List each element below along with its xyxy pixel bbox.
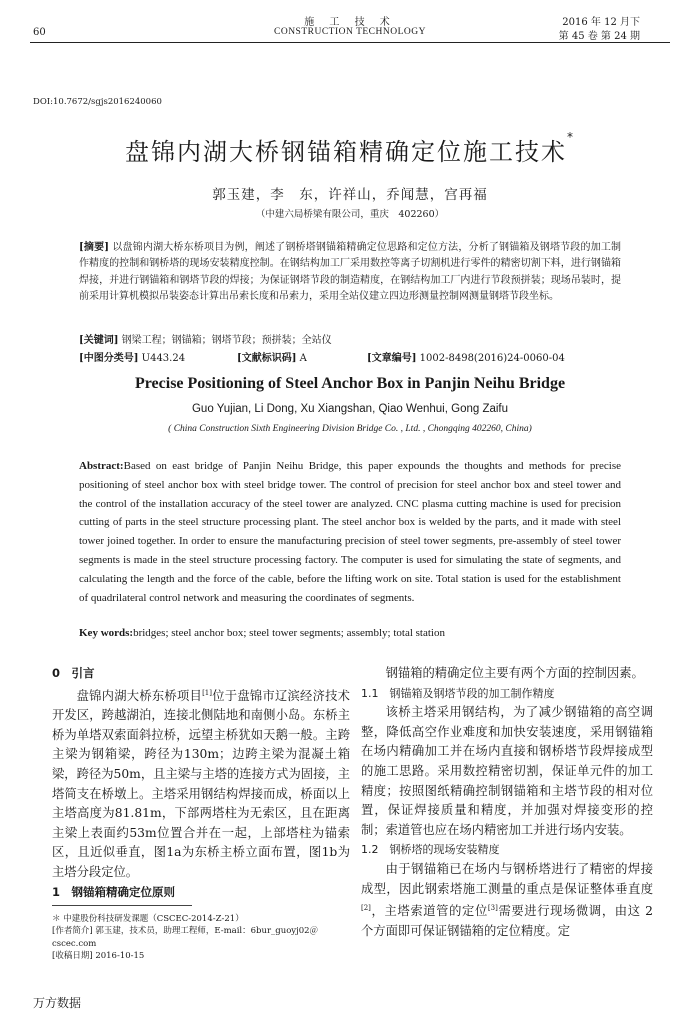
article-number: [367, 349, 565, 364]
section-1-heading: 1 钢锚箱精确定位原则: [52, 884, 176, 899]
footnote-author: [作者简介] 郭玉建，技术员，助理工程师，E-mail：6bur_guoyj02＠cscec.com: [52, 926, 319, 949]
page-number: 60: [33, 27, 46, 38]
intro-paragraph: [52, 684, 350, 883]
clc-value: U443.24: [141, 353, 186, 364]
footnotes: [52, 913, 350, 962]
subsection-1-1-heading: 1.1 钢锚箱及钢塔节段的加工制作精度: [361, 686, 555, 700]
doi: DOI:10.7672/sgjs2016240060: [33, 97, 162, 107]
article-value: 1002-8498(2016)24-0060-04: [419, 353, 565, 364]
footnote-fund: ＊ 中建股份科技研发课题（CSCEC-2014-Z-21）: [52, 914, 244, 924]
issue-date: 2016 年 12 月下: [562, 17, 640, 28]
abstract-cn: [79, 240, 621, 306]
header-rule: [30, 42, 670, 43]
doc-value: A: [299, 353, 307, 364]
authors-cn: 郭玉建，李 东，许祥山，乔闻慧，宫再福: [212, 187, 488, 203]
body-left-column: [52, 664, 350, 902]
s12-text-b: ，主塔索道管的定位: [370, 904, 488, 919]
title-footnote-mark: *: [567, 130, 575, 144]
s12-text-a: 由于钢锚箱已在场内与钢桥塔进行了精密的焊接成型，因此钢索塔施工测量的重点是保证整体垂直度: [361, 861, 653, 896]
authors-en: Guo Yujian, Li Dong, Xu Xiangshan, Qiao Wenhui, Gong Zaifu: [191, 403, 509, 415]
paper-title-cn: [0, 132, 700, 167]
keywords-en: [79, 627, 621, 639]
wanfang-watermark: 万方数据: [33, 996, 82, 1010]
right-intro: 钢锚箱的精确定位主要有两个方面的控制因素。: [385, 666, 644, 680]
keywords-en-text: bridges; steel anchor box; steel tower segments; assembly; total station: [133, 627, 445, 639]
keywords-cn-label: [关键词]: [79, 335, 119, 346]
abstract-cn-label: [摘要]: [79, 242, 109, 253]
citation-ref-2: [2]: [361, 904, 371, 913]
title-text: 盘锦内湖大桥钢锚箱精确定位施工技术: [125, 138, 567, 166]
keywords-en-label: Key words:: [79, 627, 134, 639]
intro-text-a: 盘锦内湖大桥东桥项目: [76, 688, 203, 703]
doc-code: [237, 349, 307, 364]
volume-issue: 第 45 卷 第 24 期: [558, 31, 640, 42]
citation-ref: [1]: [202, 688, 212, 697]
keywords-cn: [79, 331, 332, 346]
abstract-cn-text: 以盘锦内湖大桥东桥项目为例，阐述了钢桥塔钢锚箱精确定位思路和定位方法，分析了钢锚箱及钢塔节段的加工制作精度的控制和钢桥塔的现场安装精度控制。在钢结构加工厂采用数控等离子切割机进行零件的精密切割下料，进行钢锚箱焊接，并进行钢锚箱和钢塔节段的焊接；为保证钢塔节段的制造精度，在钢结构加工厂内进行节段预拼装；现场吊装时，提前采用计算机模拟吊装姿态计算出吊索长度和吊索力，采用全站仪建立四边形测量控制网测量钢塔节段坐标。: [79, 242, 621, 303]
citation-ref-3: [3]: [487, 904, 498, 913]
abstract-en-label: Abstract:: [79, 460, 124, 472]
section-0-heading: 0 引言: [52, 666, 95, 680]
footnote-rule: [52, 905, 192, 906]
subsection-1-2-text: [361, 860, 653, 941]
body-right-column: [361, 664, 653, 941]
subsection-1-2-heading: 1.2 钢桥塔的现场安装精度: [361, 843, 500, 857]
affiliation-en: ( China Construction Sixth Engineering Division Bridge Co. , Ltd. , Chongqing 402260, China): [168, 424, 532, 434]
abstract-en-text: Based on east bridge of Panjin Neihu Bridge, this paper expounds the thoughts and methods for precise positioning of steel anchor box with steel bridge tower. The control of precision for steel anchor box and steel tower and the control of the installation accuracy of the steel tower are analyzed. CNC plasma cutting machine is used for precision cutting of parts in the steel structure processing plant. The steel anchor box is welded by the parts, and it made with steel tower joined together. In order to ensure the manufacturing precision of steel tower segments, pre-assembly of steel tower segments is made in the steel structure processing factory. The computer is used for simulating the state of segments, and calculating the length and the force of the cable, before the lifting work on site. Total station is used for the establishment of quadrilateral control network and measuring the coordinates of segments.: [79, 460, 621, 604]
abstract-en: [79, 457, 621, 607]
journal-title-en: CONSTRUCTION TECHNOLOGY: [274, 27, 426, 37]
classification-row: [79, 349, 621, 364]
doc-label: [文献标识码]: [237, 353, 297, 364]
footnote-received: [收稿日期] 2016-10-15: [52, 950, 145, 961]
s12-text-c: 需要进行现场微调，由这 2 个方面即可保证钢锚箱的定位精度。定: [361, 904, 653, 938]
intro-text-b: 位于盘锦市辽滨经济技术开发区，跨越湖泊，连接北侧陆地和南侧小岛。东桥主桥为单塔双索面斜拉桥，远望主桥犹如天鹅一般。主跨主梁为钢箱梁，跨径为130m；边跨主梁为混凝土箱梁，跨径为50m，且主梁与主塔的连接方式为固接，主塔简支在桥墩上。主塔采用钢结构焊接而成，桥面以上主塔高度为81.81m，下部两塔柱为无索区，且在距离主梁上表面约53m位置合并在一起，上部塔柱为锚索区，且近似垂直，图1a为东桥主桥立面布置，图1b为主塔分段定位。: [52, 688, 350, 880]
article-label: [文章编号]: [367, 353, 417, 364]
clc-label: [中图分类号]: [79, 353, 139, 364]
subsection-1-1-text: 该桥主塔采用钢结构，为了减少钢锚箱的高空调整，降低高空作业难度和加快安装速度，采用钢锚箱在场内精确加工并在场内直接和钢桥塔节段焊接成型的施工思路。采用数控精密切割，保证单元件的加工精度；按照图纸精确控制钢锚箱和主塔节段的相对位置，保证焊接质量和精度，并加强对焊接变形的控制；索道管也应在场内精密加工并进行场内安装。: [361, 705, 653, 837]
keywords-cn-text: 钢梁工程；钢锚箱；钢塔节段；预拼装；全站仪: [121, 335, 332, 346]
journal-title-cn: 施 工 技 术: [304, 17, 396, 28]
paper-title-en: Precise Positioning of Steel Anchor Box in Panjin Neihu Bridge: [134, 375, 566, 392]
clc-number: [79, 353, 185, 364]
affiliation-cn: （中建六局桥梁有限公司，重庆 402260）: [255, 209, 445, 220]
